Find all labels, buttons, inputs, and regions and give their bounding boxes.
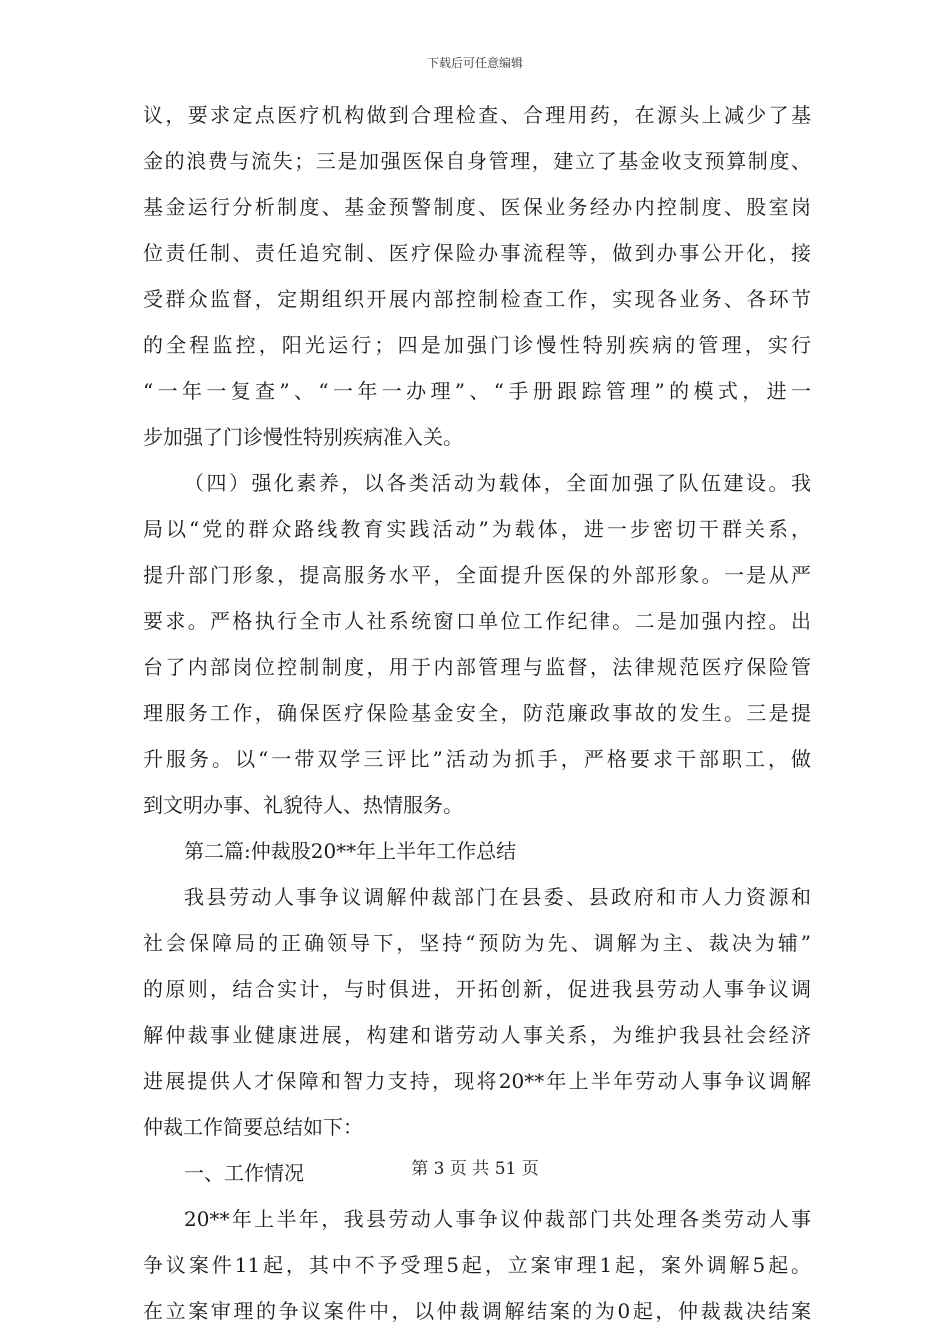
section-heading-line: （四）强化素养，以各类活动为载体，全面加强了队伍建设。我: [184, 471, 811, 495]
text-line: “一年一复查”、“一年一办理”、“手册跟踪管理”的模式，进一: [143, 379, 811, 403]
text-line: 20**年上半年，我县劳动人事争议仲裁部门共处理各类劳动人事: [184, 1207, 811, 1231]
text-line: 到文明办事、礼貌待人、热情服务。: [143, 793, 463, 817]
text-line: 进展提供人才保障和智力支持，现将20**年上半年劳动人事争议调解: [143, 1069, 811, 1093]
text-line: 金的浪费与流失；三是加强医保自身管理，建立了基金收支预算制度、: [143, 149, 811, 173]
text-line: 受群众监督，定期组织开展内部控制检查工作，实现各业务、各环节: [143, 287, 811, 311]
text-line: 局以“党的群众路线教育实践活动”为载体，进一步密切干群关系，: [143, 517, 811, 541]
text-line: 议，要求定点医疗机构做到合理检查、合理用药，在源头上减少了基: [143, 103, 811, 127]
chapter-title: 第二篇:仲裁股20**年上半年工作总结: [184, 839, 517, 863]
text-line: 社会保障局的正确领导下，坚持“预防为先、调解为主、裁决为辅”: [143, 931, 811, 955]
page-footer: 第 3 页 共 51 页: [411, 1159, 539, 1179]
text-line: 位责任制、责任追究制、医疗保险办事流程等，做到办事公开化，接: [143, 241, 811, 265]
text-line: 在立案审理的争议案件中，以仲裁调解结案的为0起，仲裁裁决结案: [143, 1299, 811, 1323]
text-line: 理服务工作，确保医疗保险基金安全，防范廉政事故的发生。三是提: [143, 701, 811, 725]
text-line: 升服务。以“一带双学三评比”活动为抓手，严格要求干部职工，做: [143, 747, 811, 771]
page-header: 下载后可任意编辑: [426, 56, 523, 70]
text-line: 台了内部岗位控制制度，用于内部管理与监督，法律规范医疗保险管: [143, 655, 811, 679]
text-line: 仲裁工作简要总结如下：: [143, 1115, 363, 1139]
text-line: 提升部门形象，提高服务水平，全面提升医保的外部形象。一是从严: [143, 563, 811, 587]
text-line: 争议案件11起，其中不予受理5起，立案审理1起，案外调解5起。: [143, 1253, 811, 1277]
text-line: 要求。严格执行全市人社系统窗口单位工作纪律。二是加强内控。出: [143, 609, 811, 633]
text-line: 的原则，结合实计，与时俱进，开拓创新，促进我县劳动人事争议调: [143, 977, 811, 1001]
text-line: 我县劳动人事争议调解仲裁部门在县委、县政府和市人力资源和: [184, 885, 811, 909]
text-line: 的全程监控，阳光运行；四是加强门诊慢性特别疾病的管理，实行: [143, 333, 811, 357]
text-line: 步加强了门诊慢性特别疾病准入关。: [143, 425, 463, 449]
text-line: 基金运行分析制度、基金预警制度、医保业务经办内控制度、股室岗: [143, 195, 811, 219]
text-line: 解仲裁事业健康进展，构建和谐劳动人事关系，为维护我县社会经济: [143, 1023, 811, 1047]
section-heading: 一、工作情况: [184, 1161, 304, 1185]
document-body: [143, 92, 811, 1334]
